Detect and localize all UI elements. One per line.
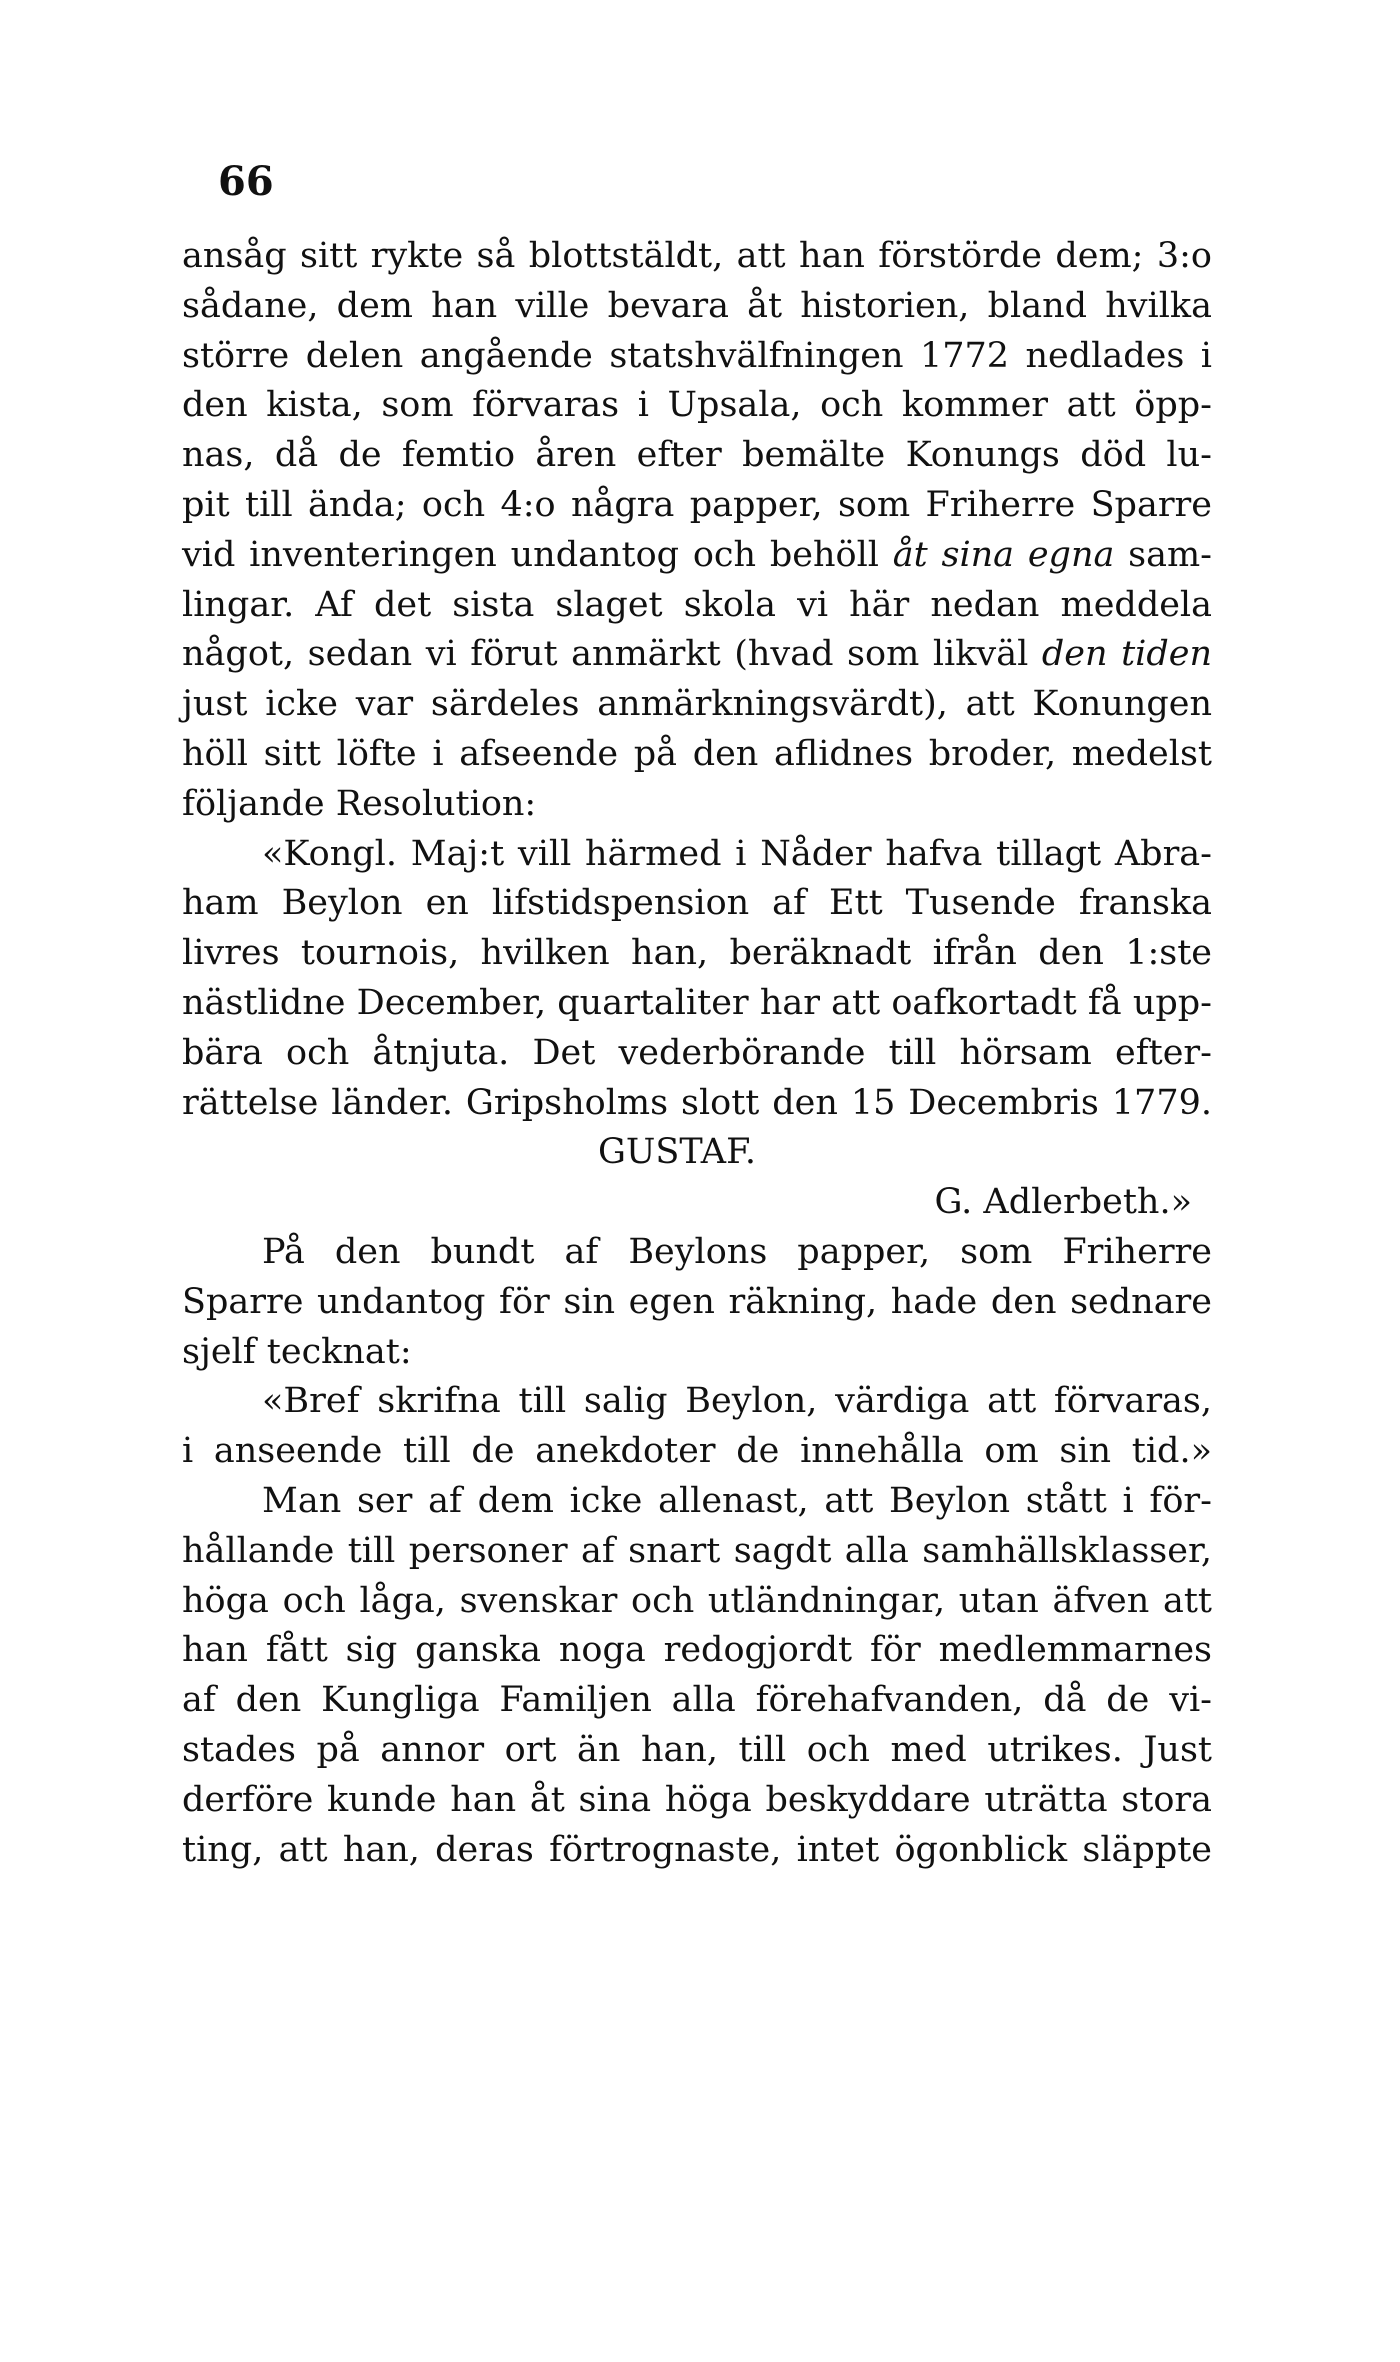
text-line: större delen angående statshvälfningen 1772 nedlades i <box>182 335 1212 376</box>
resolution-line: «Kongl. Maj:t vill härmed i Nåder hafva tillagt Abra- <box>262 833 1212 874</box>
text-line: hållande till personer af snart sagdt alla samhällsklasser, <box>182 1530 1212 1571</box>
text-line: höll sitt löfte i afseende på den aflidnes broder, medelst <box>182 733 1212 774</box>
body-text <box>182 232 1212 1875</box>
resolution-line: rättelse länder. Gripsholms slott den 15 Decembris 1779. <box>182 1082 1212 1123</box>
text-line: sådane, dem han ville bevara åt historien, bland hvilka <box>182 285 1212 326</box>
text-line: han fått sig ganska noga redogjordt för medlemmarnes <box>182 1630 1212 1671</box>
resolution-line: livres tournois, hvilken han, beräknadt ifrån den 1:ste <box>182 933 1212 974</box>
text-segment: vid inventeringen undantog och behöll <box>182 534 893 575</box>
italic-text: den tiden <box>1041 634 1212 675</box>
text-line: höga och låga, svenskar och utländningar, utan äfven att <box>182 1580 1212 1621</box>
text-line: sjelf tecknat: <box>182 1331 412 1372</box>
text-line: af den Kungliga Familjen alla förehafvanden, då de vi- <box>182 1680 1212 1721</box>
text-line: ting, att han, deras förtrognaste, intet ögonblick släppte <box>182 1829 1212 1870</box>
signature: GUSTAF. <box>597 1132 757 1173</box>
page-number: 66 <box>218 158 274 205</box>
text-line: På den bundt af Beylons papper, som Friherre <box>262 1231 1212 1272</box>
text-line: derföre kunde han åt sina höga beskyddare uträtta stora <box>182 1779 1212 1820</box>
resolution-line: bära och åtnjuta. Det vederbörande till hörsam efter- <box>182 1032 1212 1073</box>
text-line <box>182 531 1212 581</box>
text-line: pit till ända; och 4:o några papper, som Friherre Sparre <box>182 484 1212 525</box>
italic-text: åt sina egna <box>892 534 1115 575</box>
text-line: Sparre undantog för sin egen räkning, hade den sednare <box>182 1281 1212 1322</box>
text-line: Man ser af dem icke allenast, att Beylon stått i för- <box>262 1480 1212 1521</box>
text-line: nas, då de femtio åren efter bemälte Konungs död lu- <box>182 435 1212 476</box>
text-line: den kista, som förvaras i Upsala, och kommer att öpp- <box>182 385 1212 426</box>
countersignature: G. Adlerbeth.» <box>934 1182 1192 1223</box>
quote-line: «Bref skrifna till salig Beylon, värdiga att förvaras, <box>262 1381 1212 1422</box>
text-line: lingar. Af det sista slaget skola vi här nedan meddela <box>182 584 1212 625</box>
text-line: ansåg sitt rykte så blottstäldt, att han förstörde dem; 3:o <box>182 236 1212 276</box>
text-line: följande Resolution: <box>182 783 537 824</box>
text-segment: något, sedan vi förut anmärkt (hvad som likväl <box>182 634 1042 675</box>
resolution-line: ham Beylon en lifstidspension af Ett Tusende franska <box>182 883 1212 924</box>
text-line: just icke var särdeles anmärkningsvärdt), att Konungen <box>182 684 1212 725</box>
text-segment: sam- <box>1114 534 1213 575</box>
text-line: stades på annor ort än han, till och med utrikes. Just <box>182 1729 1212 1770</box>
resolution-line: nästlidne December, quartaliter har att oafkortadt få upp- <box>182 982 1212 1023</box>
quote-line: i anseende till de anekdoter de innehålla om sin tid.» <box>182 1431 1212 1472</box>
text-line <box>182 630 1212 680</box>
